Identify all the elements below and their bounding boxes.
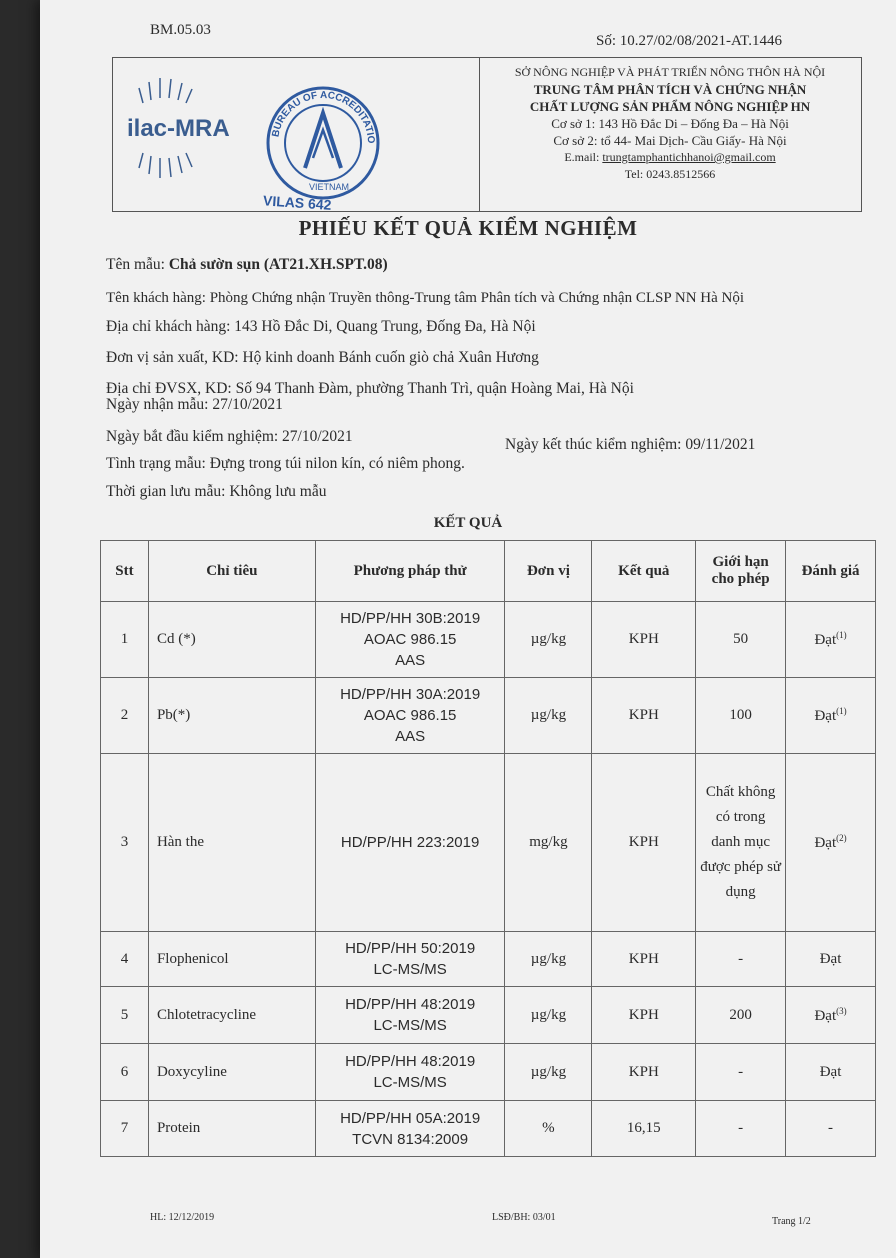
results-title: KẾT QUẢ [433,515,503,531]
row-indicator: Chlotetracycline [148,987,315,1044]
method-line: LC-MS/MS [373,1017,447,1034]
vilas-label: VILAS 642 [262,192,332,211]
address-2: Cơ sở 2: tổ 44- Mai Dịch- Cầu Giấy- Hà Nội [553,133,787,148]
evaluation-note: (3) [836,1005,847,1016]
method-line: HD/PP/HH 223:2019 [340,834,480,851]
table-row [101,678,876,754]
organization-info [480,64,860,183]
row-indicator: Hàn the [148,754,315,932]
evaluation-text: Đạt [819,950,842,967]
row-evaluation [786,932,876,987]
row-unit: µg/kg [505,932,592,987]
row-limit: - [696,1101,786,1157]
evaluation-text: Đạt [819,1063,842,1080]
method-line: AOAC 986.15 [363,707,457,724]
row-indicator: Cd (*) [148,602,315,678]
footer-effective-date: HL: 12/12/2019 [150,1212,215,1223]
evaluation-note: (2) [836,833,847,843]
evaluation-text: - [828,1120,834,1136]
customer-name: Tên khách hàng: Phòng Chứng nhận Truyền thông-Trung tâm Phân tích và Chứng nhận CLSP NN Hà Nội [106,290,745,306]
row-result: 16,15 [592,1101,696,1157]
header-result: Kết quả [592,541,696,602]
header-limit: Giới hạn cho phép [696,541,786,602]
sample-condition: Tình trạng mẫu: Đựng trong túi nilon kín, có niêm phong. [106,455,465,472]
producer: Đơn vị sản xuất, KD: Hộ kinh doanh Bánh cuốn giò chả Xuân Hương [106,349,539,366]
row-method [315,1101,505,1157]
row-method [315,678,505,754]
row-method [315,1044,505,1101]
table-row [101,987,876,1044]
row-limit: Chất không có trong danh mục được phép sử dụng [696,754,786,932]
accreditation-logos [113,58,480,211]
row-unit: µg/kg [505,602,592,678]
row-limit: 50 [696,602,786,678]
header-indicator: Chỉ tiêu [148,541,315,602]
telephone: Tel: 0243.8512566 [624,167,716,181]
department-name: SỞ NÔNG NGHIỆP VÀ PHÁT TRIỂN NÔNG THÔN HÀ NỘI [514,65,826,79]
form-code: BM.05.03 [150,22,211,38]
row-unit: µg/kg [505,1044,592,1101]
row-stt: 5 [101,987,149,1044]
row-method [315,754,505,932]
row-evaluation [786,754,876,932]
evaluation-note: (1) [836,630,847,640]
method-line: HD/PP/HH 48:2019 [345,1053,476,1070]
svg-text:VIETNAM: VIETNAM [309,182,350,192]
row-limit: 200 [696,987,786,1044]
evaluation-note: (1) [836,706,847,716]
row-unit: µg/kg [505,987,592,1044]
method-line: HD/PP/HH 05A:2019 [340,1109,481,1127]
address-1: Cơ sở 1: 143 Hồ Đắc Di – Đống Đa – Hà Nội [551,116,789,131]
row-indicator: Doxycyline [148,1044,315,1101]
producer-address: Địa chỉ ĐVSX, KD: Số 94 Thanh Đàm, phường Thanh Trì, quận Hoàng Mai, Hà Nội [106,380,634,397]
table-row [101,754,876,932]
sample-name: Chả sườn sụn (AT21.XH.SPT.08) [168,256,388,273]
row-stt: 6 [101,1044,149,1101]
storage-time: Thời gian lưu mẫu: Không lưu mẫu [106,483,327,500]
row-stt: 7 [101,1101,149,1157]
email-line: E.mail: trungtamphantichhanoi@gmail.com [564,150,776,164]
center-name-line2: CHẤT LƯỢNG SẢN PHẨM NÔNG NGHIỆP HN [529,99,811,114]
row-evaluation [786,1044,876,1101]
method-line: AAS [395,652,426,669]
accreditation-logo-graphic [113,58,479,211]
method-line: HD/PP/HH 50:2019 [345,940,476,957]
row-indicator: Protein [148,1101,315,1157]
letterhead [112,57,862,212]
svg-text:ilac-MRA: ilac-MRA [127,115,230,142]
row-unit: µg/kg [505,678,592,754]
row-result: KPH [592,602,696,678]
method-line: HD/PP/HH 30B:2019 [340,610,481,627]
sample-name-line: Tên mẫu: Chả sườn sụn (AT21.XH.SPT.08) [106,256,388,273]
table-row [101,1101,876,1157]
row-indicator: Flophenicol [148,932,315,987]
center-name-line1: TRUNG TÂM PHÂN TÍCH VÀ CHỨNG NHẬN [533,82,807,97]
results-table [100,540,876,1157]
row-unit: % [505,1101,592,1157]
row-method [315,987,505,1044]
document-number: Số: 10.27/02/08/2021-AT.1446 [596,33,782,49]
ilac-mra-logo [127,78,230,178]
row-result: KPH [592,678,696,754]
row-evaluation [786,678,876,754]
header-unit: Đơn vị [505,541,592,602]
row-indicator: Pb(*) [148,678,315,754]
svg-text:BUREAU OF ACCREDITATION: BUREAU OF ACCREDITATIO [270,89,377,144]
method-line: AAS [395,728,426,745]
results-body [101,602,876,1157]
row-method [315,932,505,987]
row-stt: 2 [101,678,149,754]
header-evaluation: Đánh giá [786,541,876,602]
email-link[interactable]: trungtamphantichhanoi@gmail.com [602,150,776,164]
table-row [101,932,876,987]
row-evaluation [786,1101,876,1157]
evaluation-text: Đạt [814,1007,837,1024]
row-unit: mg/kg [505,754,592,932]
customer-address: Địa chỉ khách hàng: 143 Hồ Đắc Di, Quang Trung, Đống Đa, Hà Nội [106,318,536,335]
header-stt: Stt [101,541,149,602]
row-stt: 3 [101,754,149,932]
row-result: KPH [592,754,696,932]
row-evaluation [786,987,876,1044]
row-stt: 1 [101,602,149,678]
method-line: AOAC 986.15 [363,631,457,648]
row-result: KPH [592,1044,696,1101]
test-end-date: Ngày kết thúc kiểm nghiệm: 09/11/2021 [505,436,756,453]
row-result: KPH [592,932,696,987]
table-row [101,1044,876,1101]
row-evaluation [786,602,876,678]
evaluation-text: Đạt [814,835,837,851]
evaluation-text: Đạt [814,708,837,724]
row-limit: - [696,932,786,987]
method-line: LC-MS/MS [373,1074,447,1091]
received-date: Ngày nhận mẫu: 27/10/2021 [106,396,283,413]
footer-revision: LSĐ/BH: 03/01 [492,1212,556,1223]
method-line: HD/PP/HH 48:2019 [345,996,476,1013]
row-method [315,602,505,678]
evaluation-text: Đạt [814,632,837,648]
document-page [40,0,896,1258]
row-stt: 4 [101,932,149,987]
header-method: Phương pháp thử [315,541,505,602]
method-line: TCVN 8134:2009 [352,1130,469,1148]
row-limit: 100 [696,678,786,754]
method-line: HD/PP/HH 30A:2019 [340,686,481,703]
document-title: PHIẾU KẾT QUẢ KIỂM NGHIỆM [298,216,638,240]
row-result: KPH [592,987,696,1044]
footer-page-number: Trang 1/2 [772,1216,811,1227]
test-start-date: Ngày bắt đầu kiểm nghiệm: 27/10/2021 [106,428,353,445]
method-line: LC-MS/MS [373,961,447,978]
table-row [101,602,876,678]
row-limit: - [696,1044,786,1101]
table-header-row [101,541,876,602]
